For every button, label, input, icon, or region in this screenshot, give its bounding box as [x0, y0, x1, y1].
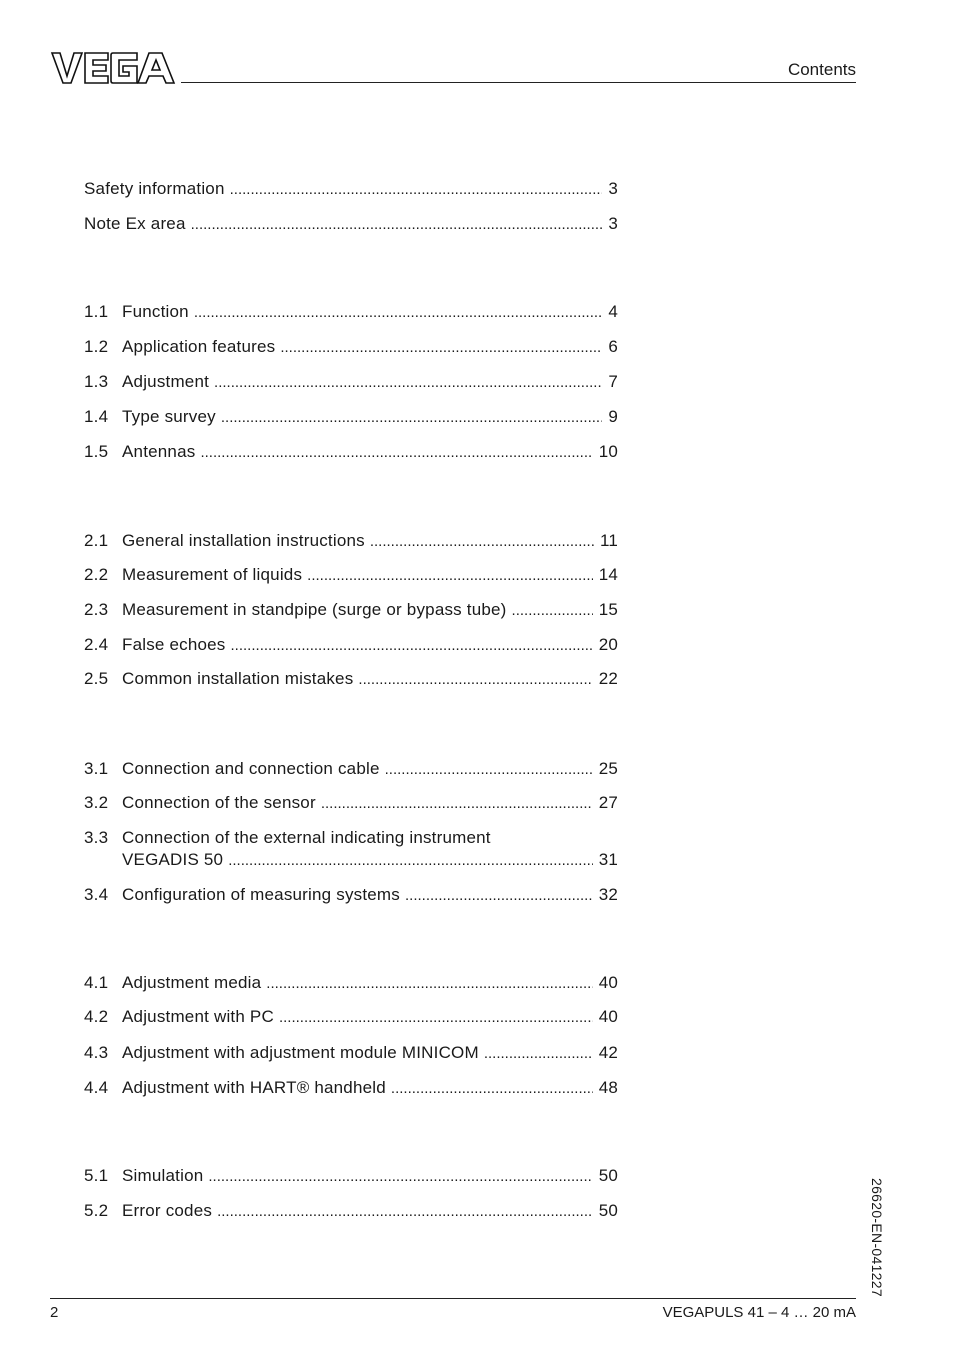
toc-title: Error codes: [122, 1201, 213, 1220]
toc-entry[interactable]: [84, 668, 618, 691]
toc-leader: [321, 793, 593, 815]
toc-page: 40: [598, 1007, 618, 1026]
toc-title: Connection of the sensor: [122, 793, 316, 812]
toc-entry[interactable]: [84, 884, 618, 907]
toc-leader: [191, 214, 602, 236]
toc-number: 1.5: [84, 442, 109, 461]
toc-entry[interactable]: [84, 406, 618, 429]
toc-page: 48: [598, 1078, 618, 1097]
toc-leader: [194, 302, 602, 324]
toc-entry[interactable]: [84, 178, 618, 201]
toc-number: 2.1: [84, 531, 109, 550]
page-number: 2: [50, 1304, 59, 1321]
toc-number: 2.3: [84, 600, 109, 619]
toc-leader: [214, 372, 602, 394]
toc-page: 50: [598, 1166, 618, 1185]
toc-leader: [484, 1043, 593, 1065]
header-rule: [181, 82, 856, 83]
toc-title: Application features: [122, 337, 276, 356]
toc-title: Measurement in standpipe (surge or bypass tube): [122, 600, 507, 619]
vega-logo: [50, 50, 178, 86]
toc-title: Adjustment with HART® handheld: [122, 1078, 386, 1097]
toc-entry[interactable]: [84, 792, 618, 815]
toc-number: 2.5: [84, 669, 109, 688]
toc-number: 1.4: [84, 407, 109, 426]
toc-leader: [405, 885, 593, 907]
toc-title: Antennas: [122, 442, 196, 461]
toc-title: Adjustment with PC: [122, 1007, 274, 1026]
toc-title-continued: VEGADIS 50: [122, 850, 224, 869]
toc-leader: [231, 635, 593, 657]
toc-number: 4.3: [84, 1043, 109, 1062]
toc-page: 50: [598, 1201, 618, 1220]
toc-number: 4.4: [84, 1078, 109, 1097]
toc-number: 3.1: [84, 759, 109, 778]
toc-title: Simulation: [122, 1166, 204, 1185]
toc-entry[interactable]: [84, 371, 618, 394]
toc-page: 42: [598, 1043, 618, 1062]
toc-number: 3.4: [84, 885, 109, 904]
toc-number: 5.1: [84, 1166, 109, 1185]
toc-page: 4: [608, 302, 618, 321]
toc-entry[interactable]: [84, 301, 618, 324]
toc-number: 5.2: [84, 1201, 109, 1220]
toc-leader: [307, 565, 593, 587]
footer-rule: [50, 1298, 856, 1299]
toc-title: Safety information: [84, 179, 225, 198]
toc-leader: [230, 179, 602, 201]
toc-page: 27: [598, 793, 618, 812]
toc-title: Adjustment with adjustment module MINICOM: [122, 1043, 479, 1062]
toc-leader: [217, 1201, 593, 1223]
toc-number: 4.2: [84, 1007, 109, 1026]
toc-title: Adjustment: [122, 372, 210, 391]
toc-title: General installation instructions: [122, 531, 365, 550]
toc-page: 40: [598, 973, 618, 992]
toc-number: 2.2: [84, 565, 109, 584]
toc-number: 1.1: [84, 302, 109, 321]
toc-entry[interactable]: [84, 634, 618, 657]
toc-title: Connection and connection cable: [122, 759, 380, 778]
toc-page: 11: [599, 531, 618, 550]
toc-page: 9: [608, 407, 618, 426]
toc-leader: [266, 973, 592, 995]
toc-page: 3: [608, 179, 618, 198]
header-title: Contents: [787, 60, 856, 79]
toc-entry[interactable]: [84, 827, 618, 872]
toc-page: 10: [598, 442, 618, 461]
toc-title: Configuration of measuring systems: [122, 885, 400, 904]
toc-title: Common installation mistakes: [122, 669, 354, 688]
toc-page: 31: [598, 850, 618, 869]
toc-entry[interactable]: [84, 1042, 618, 1065]
toc-number: 1.3: [84, 372, 109, 391]
toc-page: 22: [598, 669, 618, 688]
toc-entry[interactable]: [84, 564, 618, 587]
toc-title: Connection of the external indicating instrument: [122, 828, 491, 847]
toc-leader: [208, 1166, 592, 1188]
toc-number: 2.4: [84, 635, 109, 654]
toc-number: 1.2: [84, 337, 109, 356]
toc-entry[interactable]: [84, 336, 618, 359]
toc-entry[interactable]: [84, 1165, 618, 1188]
toc-number: 3.3: [84, 828, 109, 847]
toc-title: Function: [122, 302, 189, 321]
toc-entry[interactable]: [84, 213, 618, 236]
toc-leader: [512, 600, 593, 622]
toc-title: Measurement of liquids: [122, 565, 303, 584]
toc-number: 3.2: [84, 793, 109, 812]
toc-entry[interactable]: [84, 441, 618, 464]
toc-page: 14: [598, 565, 618, 584]
toc-title: Type survey: [122, 407, 216, 426]
toc-page: 6: [608, 337, 618, 356]
toc-title: Note Ex area: [84, 214, 186, 233]
product-name: VEGAPULS 41 – 4 … 20 mA: [662, 1304, 856, 1321]
toc-entry[interactable]: [84, 1077, 618, 1100]
toc-entry[interactable]: [84, 1200, 618, 1223]
toc-entry[interactable]: [84, 758, 618, 781]
toc-leader: [279, 1007, 593, 1029]
toc-entry[interactable]: [84, 972, 618, 995]
toc-page: 7: [608, 372, 618, 391]
toc-leader: [280, 337, 602, 359]
toc-title: Adjustment media: [122, 973, 262, 992]
toc-number: 4.1: [84, 973, 109, 992]
toc-entry[interactable]: [84, 599, 618, 622]
toc-page: 3: [608, 214, 618, 233]
toc-leader: [385, 759, 593, 781]
toc-leader: [228, 850, 592, 872]
toc-page: 32: [598, 885, 618, 904]
toc-entry[interactable]: [84, 1006, 618, 1029]
toc-entry[interactable]: [84, 530, 618, 553]
toc-leader: [200, 442, 592, 464]
toc-leader: [221, 407, 602, 429]
toc-page: 15: [598, 600, 618, 619]
toc-page: 25: [598, 759, 618, 778]
toc-leader: [370, 531, 594, 553]
toc-page: 20: [598, 635, 618, 654]
document-code: 26620-EN-041227: [869, 1178, 885, 1297]
toc-leader: [391, 1078, 593, 1100]
toc-leader: [358, 669, 592, 691]
toc-title: False echoes: [122, 635, 226, 654]
